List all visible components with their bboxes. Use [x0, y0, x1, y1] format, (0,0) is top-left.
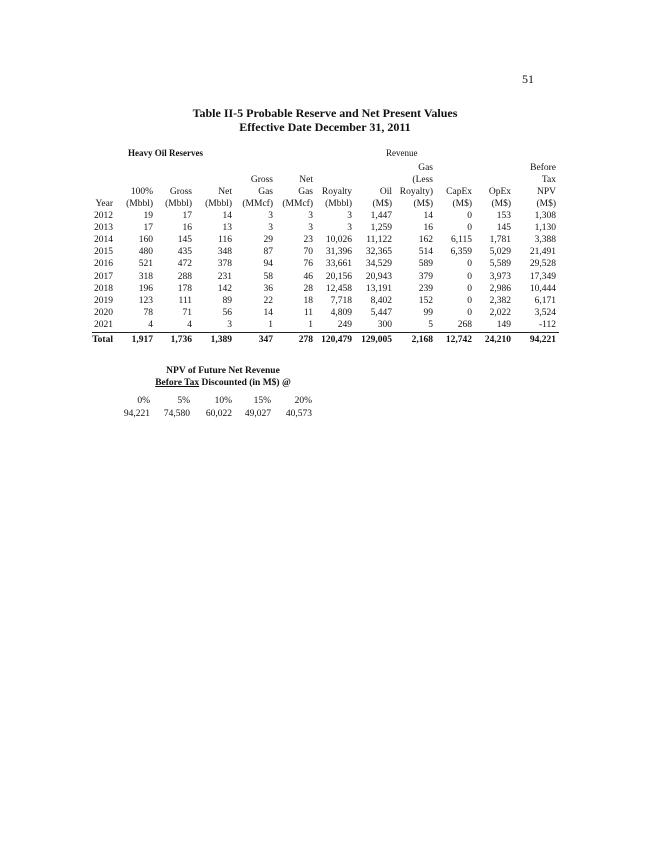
table-cell: 20,943 [365, 271, 392, 282]
table-cell: 249 [337, 319, 352, 330]
column-header: Tax [541, 175, 556, 185]
table-cell: 87 [263, 247, 273, 258]
table-cell: 480 [138, 247, 153, 258]
column-header: (M$) [491, 199, 511, 209]
table-cell: 22 [263, 295, 273, 306]
table-cell: 2,022 [489, 307, 511, 318]
table-cell: 18 [303, 295, 313, 306]
table-cell: 29 [263, 235, 273, 246]
table-cell: 288 [177, 271, 192, 282]
row-year: 2014 [94, 235, 113, 246]
table-cell: 13 [222, 223, 232, 234]
table-cell: 379 [418, 271, 433, 282]
total-cell: 129,005 [361, 335, 392, 345]
column-header: Net [218, 187, 232, 197]
total-cell: 24,210 [484, 335, 511, 345]
column-header: (M$) [536, 199, 556, 209]
table-cell: 12,458 [325, 283, 352, 294]
total-cell: 1,389 [210, 335, 232, 345]
npv-subtitle [118, 378, 328, 388]
column-header: OpEx [488, 187, 511, 197]
table-cell: 514 [418, 247, 433, 258]
table-cell: -112 [538, 319, 556, 330]
column-header: Gas [418, 163, 433, 173]
table-cell: 58 [263, 271, 273, 282]
table-cell: 472 [177, 259, 192, 270]
table-cell: 8,402 [370, 295, 392, 306]
table-cell: 5,589 [489, 259, 511, 270]
table-cell: 5,029 [489, 247, 511, 258]
table-cell: 4,809 [330, 307, 352, 318]
column-header: (M$) [372, 199, 392, 209]
table-cell: 17,349 [529, 271, 556, 282]
table-cell: 145 [496, 223, 511, 234]
table-cell: 3 [347, 211, 352, 221]
table-cell: 231 [217, 271, 232, 282]
table-cell: 14 [263, 307, 273, 318]
table-cell: 46 [303, 271, 313, 282]
column-header: (Mbbl) [126, 199, 153, 209]
page-number: 51 [522, 72, 534, 86]
table-cell: 0 [467, 259, 472, 270]
table-cell: 7,718 [330, 295, 352, 306]
table-cell: 0 [467, 307, 472, 318]
table-cell: 70 [303, 247, 313, 258]
table-cell: 1 [268, 319, 273, 330]
npv-rate: 10% [214, 396, 232, 406]
total-cell: 1,736 [170, 335, 192, 345]
table-cell: 1,259 [370, 223, 392, 234]
total-divider [92, 332, 559, 333]
column-header: (M$) [413, 199, 433, 209]
total-cell: 278 [298, 335, 313, 345]
npv-rate: 0% [137, 396, 150, 406]
column-header: Gas [258, 187, 273, 197]
table-cell: 94 [263, 259, 273, 270]
npv-value: 94,221 [123, 409, 150, 419]
npv-value: 74,580 [163, 409, 190, 419]
table-cell: 17 [182, 211, 192, 221]
total-cell: 120,479 [321, 335, 352, 345]
table-cell: 196 [138, 283, 153, 294]
npv-rate: 5% [177, 396, 190, 406]
table-cell: 268 [457, 319, 472, 330]
table-cell: 3,388 [534, 235, 556, 246]
table-cell: 378 [217, 259, 232, 270]
column-header: (M$) [452, 199, 472, 209]
npv-rate: 15% [253, 396, 271, 406]
table-cell: 300 [377, 319, 392, 330]
table-cell: 149 [496, 319, 511, 330]
table-cell: 589 [418, 259, 433, 270]
table-cell: 5,447 [370, 307, 392, 318]
table-cell: 3 [347, 223, 352, 234]
table-cell: 10,026 [325, 235, 352, 246]
table-cell: 3 [227, 319, 232, 330]
table-cell: 36 [263, 283, 273, 294]
column-header: Gross [250, 175, 273, 185]
column-header: (MMcf) [282, 199, 313, 209]
total-cell: 12,742 [445, 335, 472, 345]
table-cell: 76 [303, 259, 313, 270]
table-cell: 34,529 [365, 259, 392, 270]
total-cell: 1,917 [131, 335, 153, 345]
column-header: Before [530, 163, 556, 173]
column-header: (Less [412, 175, 433, 185]
column-header: 100% [130, 187, 153, 197]
table-cell: 23 [303, 235, 313, 246]
table-cell: 3,524 [534, 307, 556, 318]
revenue-section-label: Revenue [386, 148, 418, 158]
table-cell: 435 [177, 247, 192, 258]
table-cell: 3 [308, 211, 313, 221]
table-cell: 1,130 [534, 223, 556, 234]
table-cell: 13,191 [365, 283, 392, 294]
table-cell: 160 [138, 235, 153, 246]
table-cell: 6,115 [450, 235, 472, 246]
table-cell: 33,661 [325, 259, 352, 270]
column-header: Royalty) [399, 187, 433, 197]
row-year: 2017 [94, 271, 113, 282]
table-subtitle: Effective Date December 31, 2011 [239, 120, 411, 134]
table-cell: 6,171 [534, 295, 556, 306]
table-cell: 11 [303, 307, 313, 318]
column-header: (MMcf) [242, 199, 273, 209]
table-cell: 3 [308, 223, 313, 234]
row-year: 2015 [94, 247, 113, 258]
table-cell: 16 [182, 223, 192, 234]
table-cell: 1,447 [370, 211, 392, 221]
table-cell: 29,528 [529, 259, 556, 270]
npv-value: 49,027 [244, 409, 271, 419]
table-cell: 19 [143, 211, 153, 221]
row-year: 2020 [94, 307, 113, 318]
table-cell: 32,365 [365, 247, 392, 258]
table-cell: 14 [222, 211, 232, 221]
table-cell: 239 [418, 283, 433, 294]
column-header: Royalty [321, 187, 352, 197]
table-cell: 0 [467, 223, 472, 234]
column-header: (Mbbl) [165, 199, 192, 209]
table-cell: 162 [418, 235, 433, 246]
npv-rate: 20% [294, 396, 312, 406]
column-header: (Mbbl) [325, 199, 352, 209]
table-cell: 89 [222, 295, 232, 306]
table-cell: 0 [467, 211, 472, 221]
table-cell: 56 [222, 307, 232, 318]
total-cell: 94,221 [529, 335, 556, 345]
table-cell: 145 [177, 235, 192, 246]
table-cell: 4 [148, 319, 153, 330]
table-cell: 521 [138, 259, 153, 270]
table-cell: 152 [418, 295, 433, 306]
npv-subtitle-underlined: Before Tax [155, 378, 200, 388]
table-cell: 153 [496, 211, 511, 221]
table-cell: 1,308 [534, 211, 556, 221]
column-header: Gas [298, 187, 313, 197]
table-cell: 318 [138, 271, 153, 282]
table-cell: 0 [467, 295, 472, 306]
table-cell: 0 [467, 283, 472, 294]
table-cell: 71 [182, 307, 192, 318]
column-header: Year [95, 199, 113, 209]
table-cell: 2,986 [489, 283, 511, 294]
npv-value: 60,022 [205, 409, 232, 419]
row-year: 2012 [94, 211, 113, 221]
table-cell: 0 [467, 271, 472, 282]
total-cell: 347 [258, 335, 273, 345]
table-cell: 116 [218, 235, 232, 246]
table-cell: 28 [303, 283, 313, 294]
table-cell: 1,781 [489, 235, 511, 246]
column-header: (Mbbl) [205, 199, 232, 209]
table-cell: 178 [177, 283, 192, 294]
table-cell: 3 [268, 211, 273, 221]
table-cell: 5 [428, 319, 433, 330]
column-header: NPV [536, 187, 556, 197]
row-year: 2021 [94, 319, 113, 330]
table-cell: 14 [423, 211, 433, 221]
table-cell: 142 [217, 283, 232, 294]
table-cell: 111 [178, 295, 192, 306]
table-cell: 11,122 [366, 235, 392, 246]
row-year: 2018 [94, 283, 113, 294]
column-header: CapEx [446, 187, 472, 197]
table-cell: 21,491 [529, 247, 556, 258]
heavy-oil-section-label: Heavy Oil Reserves [128, 148, 203, 158]
column-header: Oil [379, 187, 392, 197]
table-title: Table II-5 Probable Reserve and Net Present Values [192, 106, 458, 120]
table-cell: 4 [187, 319, 192, 330]
npv-title: NPV of Future Net Revenue [166, 366, 280, 376]
table-cell: 16 [423, 223, 433, 234]
npv-value: 40,573 [285, 409, 312, 419]
table-cell: 10,444 [529, 283, 556, 294]
table-cell: 3 [268, 223, 273, 234]
table-cell: 78 [143, 307, 153, 318]
table-cell: 2,382 [489, 295, 511, 306]
table-cell: 31,396 [325, 247, 352, 258]
table-cell: 3,973 [489, 271, 511, 282]
row-year: 2013 [94, 223, 113, 234]
row-year: 2019 [94, 295, 113, 306]
table-cell: 17 [143, 223, 153, 234]
column-header: Net [299, 175, 313, 185]
table-cell: 20,156 [325, 271, 352, 282]
total-label: Total [92, 335, 113, 345]
table-cell: 123 [138, 295, 153, 306]
table-cell: 99 [423, 307, 433, 318]
table-cell: 1 [308, 319, 313, 330]
total-cell: 2,168 [411, 335, 433, 345]
npv-subtitle-rest: Discounted (in M$) @ [199, 378, 291, 388]
table-cell: 348 [217, 247, 232, 258]
table-cell: 6,359 [450, 247, 472, 258]
column-header: Gross [169, 187, 192, 197]
row-year: 2016 [94, 259, 113, 270]
